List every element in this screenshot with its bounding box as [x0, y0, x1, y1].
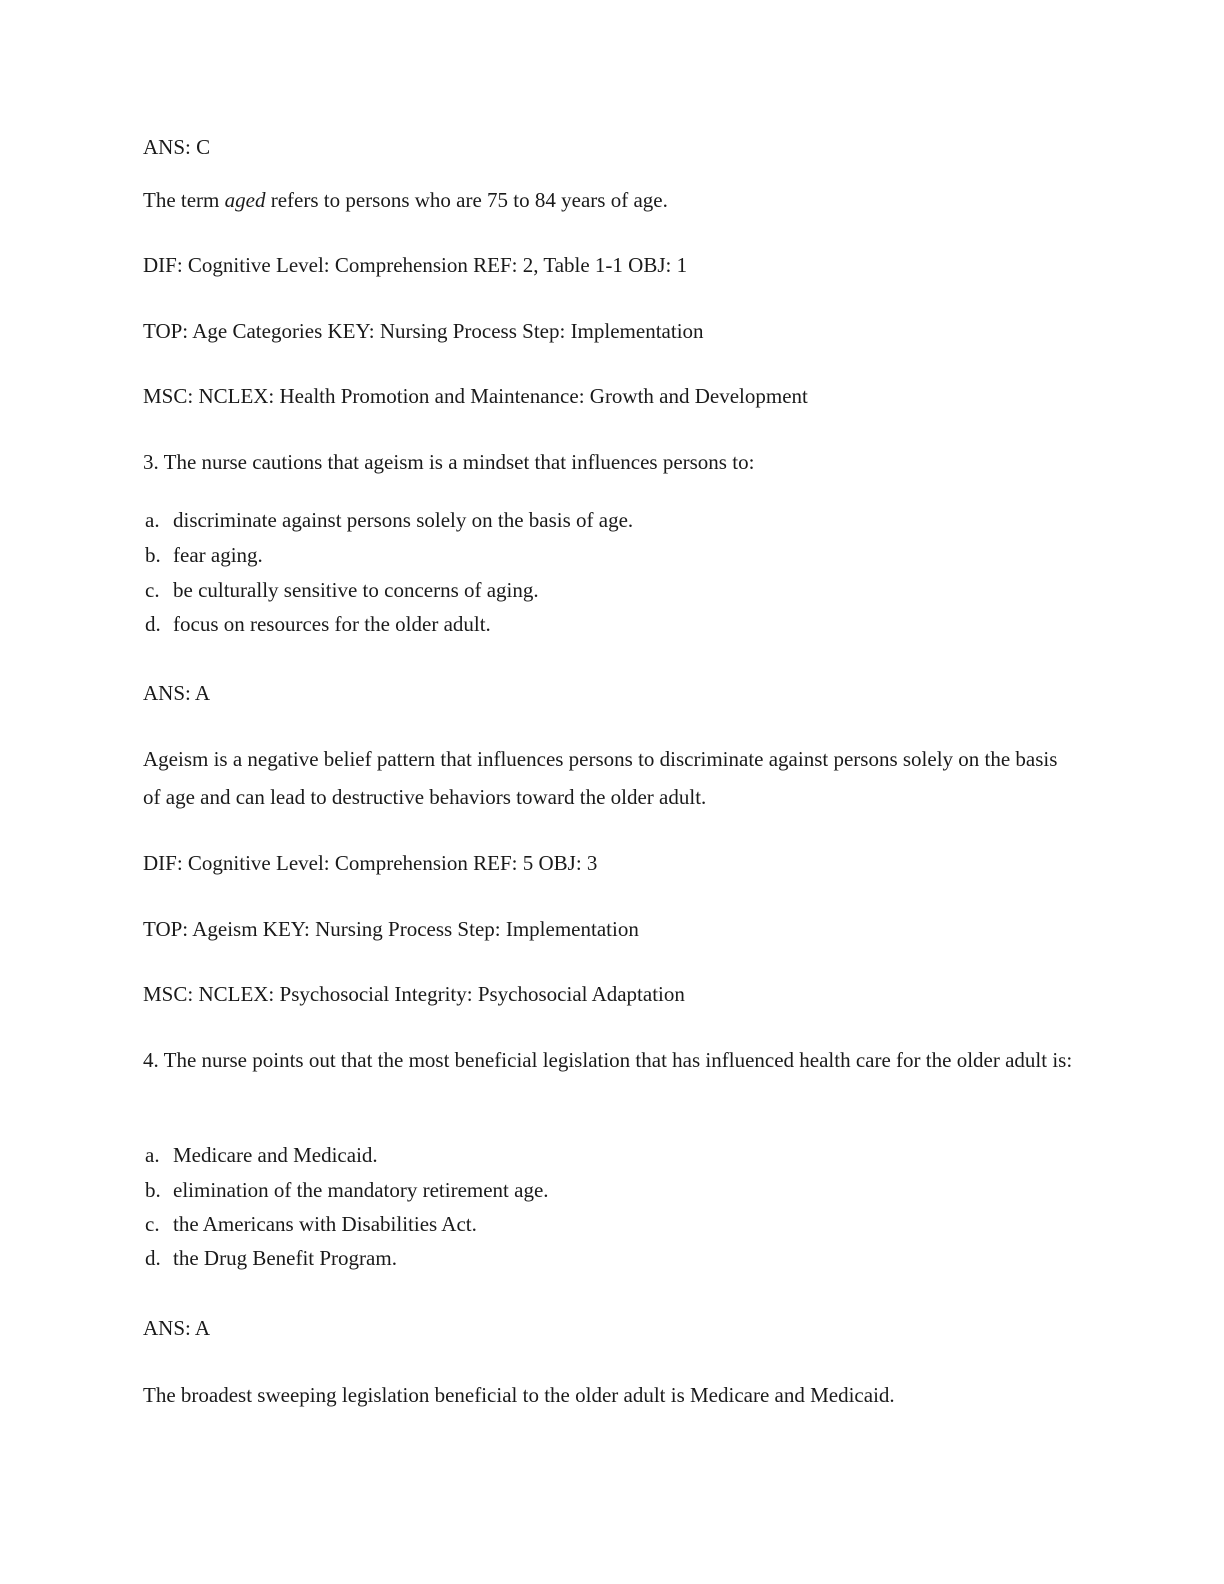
q4-option-c-letter: c. [145, 1212, 160, 1236]
q4-option-a-text: Medicare and Medicaid. [173, 1143, 378, 1167]
q3-stem: 3. The nurse cautions that ageism is a mindset that influences persons to: [143, 450, 755, 474]
q3-option-b [145, 536, 263, 574]
q3-option-b-text: fear aging. [173, 543, 263, 567]
q3-option-d [145, 605, 491, 643]
q4-stem: 4. The nurse points out that the most beneficial legislation that has influenced health care for the older adult is: [143, 1048, 1073, 1072]
q4-option-b-text: elimination of the mandatory retirement age. [173, 1178, 549, 1202]
q3-option-a-letter: a. [145, 508, 160, 532]
q4-option-c [145, 1205, 477, 1243]
q3-option-b-letter: b. [145, 543, 161, 567]
q3-msc: MSC: NCLEX: Psychosocial Integrity: Psychosocial Adaptation [143, 982, 685, 1006]
q2-msc: MSC: NCLEX: Health Promotion and Maintenance: Growth and Development [143, 384, 808, 408]
q3-option-d-letter: d. [145, 612, 161, 636]
q3-option-c [145, 571, 539, 609]
q4-option-a [145, 1136, 378, 1174]
q3-option-c-letter: c. [145, 578, 160, 602]
q2-rationale-emphasis: aged [224, 188, 266, 212]
q4-option-d-text: the Drug Benefit Program. [173, 1246, 397, 1270]
q3-dif: DIF: Cognitive Level: Comprehension REF: 5 OBJ: 3 [143, 851, 598, 875]
q4-answer: ANS: A [143, 1316, 211, 1340]
q4-option-c-text: the Americans with Disabilities Act. [173, 1212, 477, 1236]
q4-rationale: The broadest sweeping legislation beneficial to the older adult is Medicare and Medicaid. [143, 1383, 895, 1407]
q2-rationale-pre: The term [143, 188, 225, 212]
q2-top: TOP: Age Categories KEY: Nursing Process Step: Implementation [143, 319, 704, 343]
q3-rationale: Ageism is a negative belief pattern that influences persons to discriminate against persons solely on the basis of age and can lead to destructive behaviors toward the older adult. [143, 747, 1058, 809]
q4-option-b [145, 1171, 549, 1209]
q3-answer: ANS: A [143, 681, 211, 705]
q2-answer: ANS: C [143, 135, 211, 159]
q3-top: TOP: Ageism KEY: Nursing Process Step: Implementation [143, 917, 639, 941]
q3-option-a [145, 501, 633, 539]
q4-option-a-letter: a. [145, 1143, 160, 1167]
q4-option-d-letter: d. [145, 1246, 161, 1270]
q4-option-b-letter: b. [145, 1178, 161, 1202]
q2-dif: DIF: Cognitive Level: Comprehension REF: 2, Table 1-1 OBJ: 1 [143, 253, 688, 277]
q3-option-c-text: be culturally sensitive to concerns of aging. [173, 578, 539, 602]
q2-rationale-post: refers to persons who are 75 to 84 years of age. [265, 188, 668, 212]
q3-option-a-text: discriminate against persons solely on the basis of age. [173, 508, 634, 532]
q3-option-d-text: focus on resources for the older adult. [173, 612, 491, 636]
q2-rationale [143, 181, 668, 219]
q4-option-d [145, 1239, 397, 1277]
